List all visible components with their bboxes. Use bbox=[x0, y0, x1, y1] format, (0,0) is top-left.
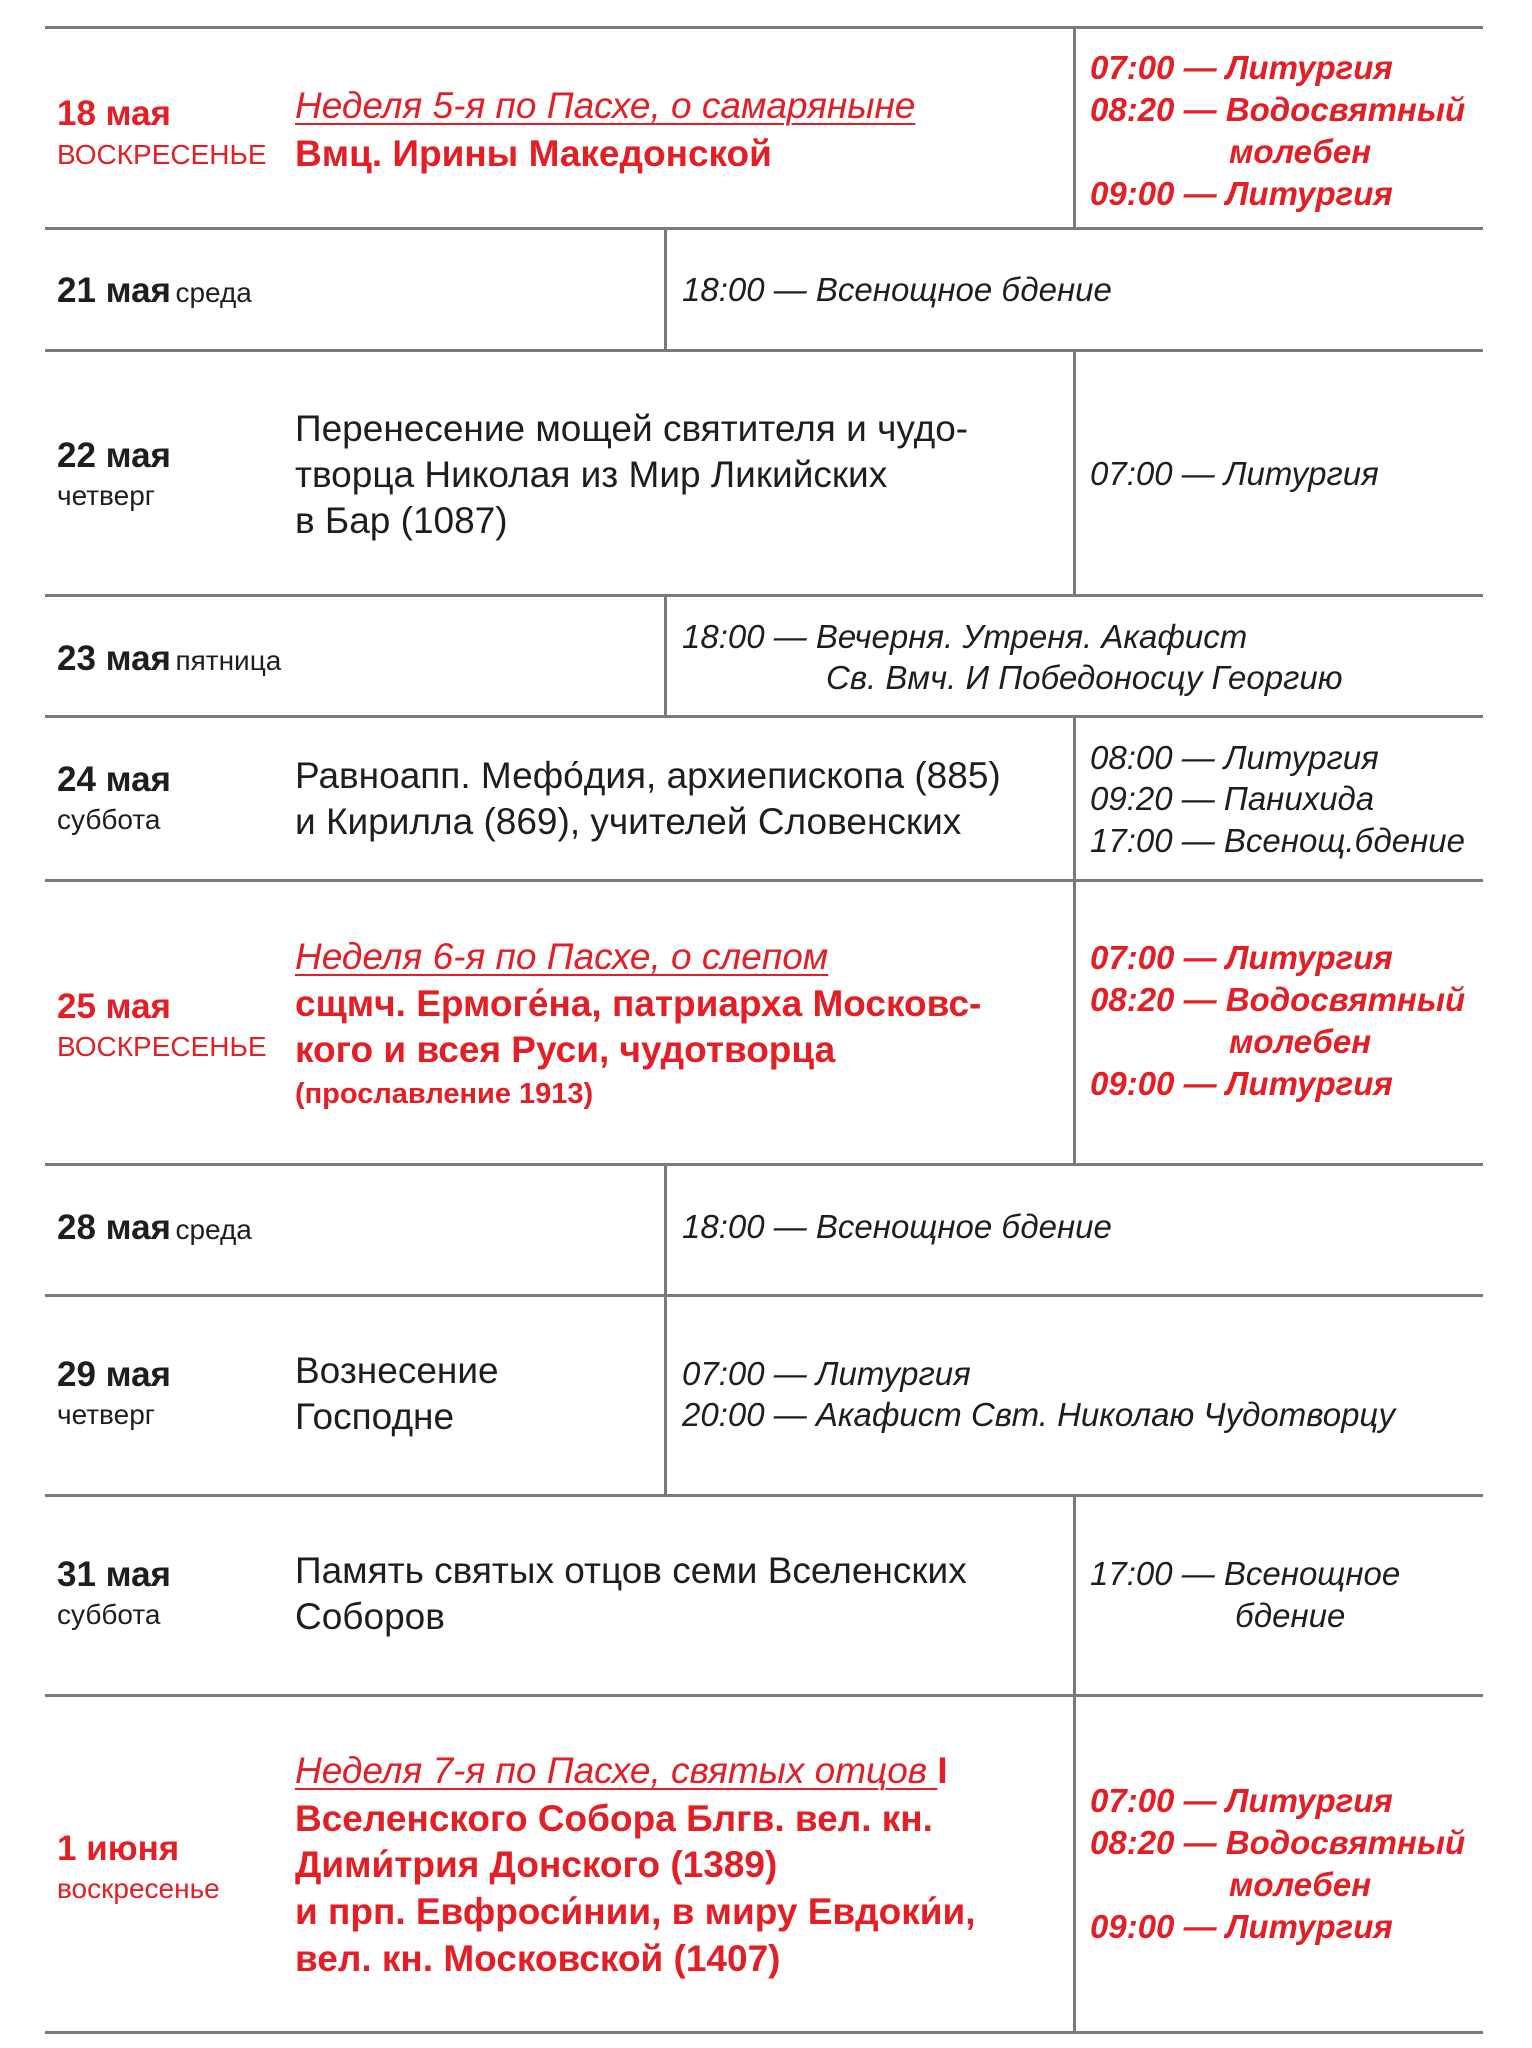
service-line: 07:00 — Литургия bbox=[1090, 49, 1393, 86]
row-date: 23 мая bbox=[57, 639, 171, 678]
feast-line: вел. кн. Московской (1407) bbox=[295, 1938, 781, 1979]
feast-line: Равноапп. Мефо́дия, архиепископа (885) bbox=[295, 755, 1001, 796]
row-weekday: воскресенье bbox=[57, 1873, 220, 1904]
row-divider bbox=[45, 2031, 1483, 2034]
row-date-group bbox=[57, 273, 252, 308]
column-divider bbox=[1073, 1696, 1076, 2031]
feast-line: Дими́трия Донского (1389) bbox=[295, 1844, 778, 1885]
row-weekday: пятница bbox=[175, 645, 282, 676]
row-date: 21 мая bbox=[57, 271, 171, 310]
service-line: 07:00 — Литургия bbox=[1090, 939, 1393, 976]
service-line: 08:20 — Водосвятный bbox=[1090, 1824, 1466, 1861]
service-line: 07:00 — Литургия bbox=[1090, 1782, 1393, 1819]
feast-line: кого и всея Руси, чудотворца bbox=[295, 1029, 836, 1070]
row-date: 22 мая bbox=[57, 436, 171, 475]
feast-line: Господне bbox=[295, 1396, 455, 1437]
feast-line: Соборов bbox=[295, 1596, 445, 1637]
service-line: 07:00 — Литургия bbox=[682, 1355, 971, 1392]
row-date: 28 мая bbox=[57, 1208, 171, 1247]
row-weekday: суббота bbox=[57, 1599, 161, 1630]
service-line: 09:00 — Литургия bbox=[1090, 1065, 1393, 1102]
feast-title: Неделя 7-я по Пасхе, святых отцов bbox=[295, 1750, 938, 1791]
column-divider bbox=[1073, 717, 1076, 879]
row-weekday: четверг bbox=[57, 480, 155, 511]
row-weekday: четверг bbox=[57, 1399, 155, 1430]
row-date: 25 мая bbox=[57, 987, 171, 1026]
row-date: 31 мая bbox=[57, 1555, 171, 1594]
column-divider bbox=[1073, 1496, 1076, 1694]
feast-note: (прославление 1913) bbox=[295, 1078, 594, 1110]
service-line: 09:00 — Литургия bbox=[1090, 1908, 1393, 1945]
service-line: 17:00 — Всенощное bbox=[1090, 1555, 1401, 1592]
column-divider bbox=[664, 1296, 667, 1494]
service-line: 20:00 — Акафист Свт. Николаю Чудотворцу bbox=[682, 1396, 1396, 1433]
feast-line: творца Николая из Мир Ликийских bbox=[295, 454, 888, 495]
column-divider bbox=[664, 229, 667, 349]
service-line: 18:00 — Всенощное бдение bbox=[682, 271, 1112, 308]
row-date: 29 мая bbox=[57, 1355, 171, 1394]
row-divider bbox=[45, 1163, 1483, 1166]
row-divider bbox=[45, 1294, 1483, 1297]
service-line: 08:20 — Водосвятный bbox=[1090, 981, 1466, 1018]
column-divider bbox=[664, 1165, 667, 1294]
row-divider bbox=[45, 594, 1483, 597]
column-divider bbox=[664, 596, 667, 715]
service-line: бдение bbox=[1235, 1597, 1346, 1634]
feast-title: Неделя 5-я по Пасхе, о самаряныне bbox=[295, 85, 916, 126]
feast-line: Вселенского Собора Блгв. вел. кн. bbox=[295, 1798, 933, 1839]
feast-line: Вознесение bbox=[295, 1350, 499, 1391]
feast-line: Перенесение мощей святителя и чудо- bbox=[295, 408, 969, 449]
feast-line: и Кирилла (869), учителей Словенских bbox=[295, 801, 962, 842]
feast-line: Вмц. Ирины Македонской bbox=[295, 133, 772, 174]
service-line: 09:20 — Панихида bbox=[1090, 780, 1375, 817]
feast-line: сщмч. Ермоге́на, патриарха Московс- bbox=[295, 983, 982, 1024]
feast-title: Неделя 6-я по Пасхе, о слепом bbox=[295, 936, 829, 977]
service-line: Св. Вмч. И Победоносцу Георгию bbox=[826, 659, 1343, 696]
feast-title-group bbox=[295, 1752, 948, 1789]
column-divider bbox=[1073, 881, 1076, 1163]
service-line: молебен bbox=[1229, 1023, 1372, 1060]
row-date: 24 мая bbox=[57, 760, 171, 799]
row-date: 18 мая bbox=[57, 94, 171, 133]
service-line: 17:00 — Всенощ.бдение bbox=[1090, 822, 1465, 859]
row-date-group bbox=[57, 1210, 252, 1245]
feast-line: и прп. Евфроси́нии, в миру Евдоки́и, bbox=[295, 1891, 976, 1932]
column-divider bbox=[1073, 351, 1076, 594]
row-weekday: среда bbox=[175, 1214, 252, 1245]
service-line: молебен bbox=[1229, 1866, 1372, 1903]
row-divider bbox=[45, 227, 1483, 230]
service-line: 08:00 — Литургия bbox=[1090, 739, 1379, 776]
row-weekday: среда bbox=[175, 277, 252, 308]
row-divider bbox=[45, 715, 1483, 718]
row-divider bbox=[45, 1494, 1483, 1497]
row-weekday: суббота bbox=[57, 804, 161, 835]
service-line: 07:00 — Литургия bbox=[1090, 455, 1379, 492]
service-line: молебен bbox=[1229, 133, 1372, 170]
row-divider bbox=[45, 879, 1483, 882]
row-divider bbox=[45, 349, 1483, 352]
row-divider bbox=[45, 1694, 1483, 1697]
column-divider bbox=[1073, 26, 1076, 227]
service-line: 08:20 — Водосвятный bbox=[1090, 91, 1466, 128]
service-line: 18:00 — Вечерня. Утреня. Акафист bbox=[682, 618, 1248, 655]
service-line: 18:00 — Всенощное бдение bbox=[682, 1208, 1112, 1245]
row-date: 1 июня bbox=[57, 1829, 180, 1868]
feast-title-suffix: I bbox=[937, 1750, 948, 1791]
service-line: 09:00 — Литургия bbox=[1090, 175, 1393, 212]
feast-line: Память святых отцов семи Вселенских bbox=[295, 1550, 967, 1591]
feast-line: в Бар (1087) bbox=[295, 500, 508, 541]
row-weekday: ВОСКРЕСЕНЬЕ bbox=[57, 1031, 267, 1062]
row-date-group bbox=[57, 641, 281, 676]
row-divider bbox=[45, 26, 1483, 29]
row-weekday: ВОСКРЕСЕНЬЕ bbox=[57, 139, 267, 170]
